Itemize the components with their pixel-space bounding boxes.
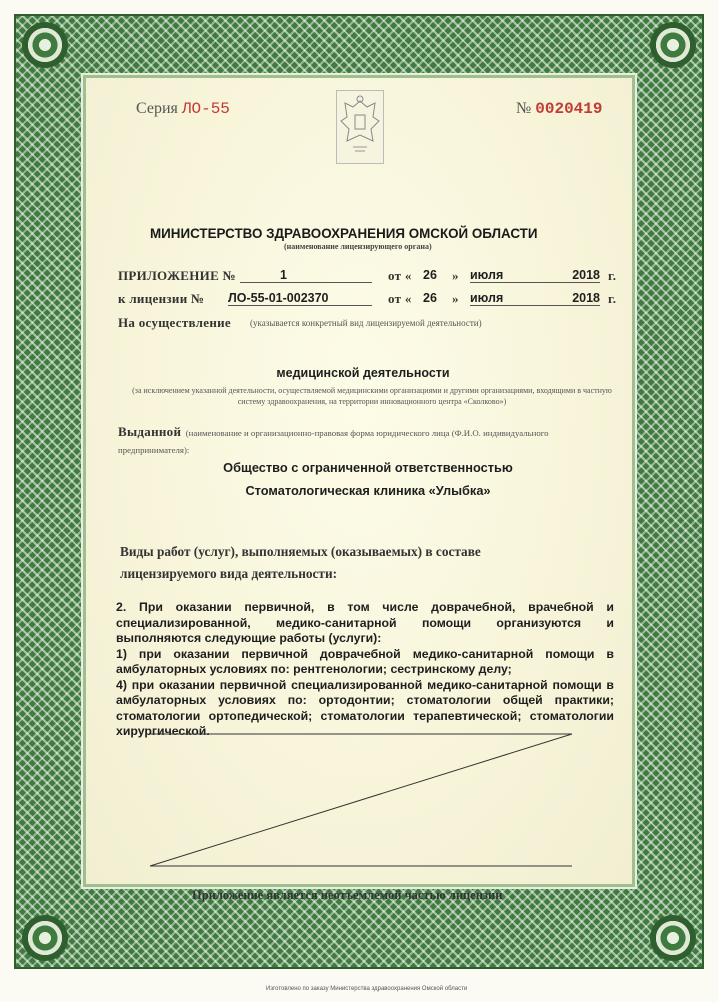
blank-space-z-line xyxy=(140,730,580,870)
number-block xyxy=(516,100,602,118)
authority-caption: (наименование лицензирующего органа) xyxy=(284,242,432,251)
series-block xyxy=(136,100,230,118)
corner-ornament xyxy=(22,915,68,961)
works-heading-line-1: Виды работ (услуг), выполняемых (оказываемых) в составе xyxy=(120,544,481,559)
printer-note: Изготовлено по заказу Министерства здравоохранения Омской области xyxy=(266,986,468,992)
series-label: Серия xyxy=(136,100,178,117)
appendix-day: 26 xyxy=(423,268,437,282)
license-day: 26 xyxy=(423,291,437,305)
works-heading-line-2: лицензируемого вида деятельности: xyxy=(120,566,338,581)
number-label: № xyxy=(516,100,532,117)
license-year-suffix: г. xyxy=(608,291,617,306)
appendix-label: ПРИЛОЖЕНИЕ № xyxy=(118,268,236,283)
appendix-date-from: от « xyxy=(388,268,412,283)
organization-line-1: Общество с ограниченной ответственностью xyxy=(223,460,513,475)
appendix-month: июля xyxy=(470,268,540,283)
appendix-year: 2018 xyxy=(540,268,600,283)
issued-block xyxy=(118,424,618,458)
authority-name: МИНИСТЕРСТВО ЗДРАВООХРАНЕНИЯ ОМСКОЙ ОБЛАСТИ xyxy=(150,226,538,241)
coat-of-arms-emblem xyxy=(336,90,384,164)
works-paragraph: 4) при оказании первичной специализированной медико-санитарной помощи в амбулаторных условиях по: ортодонтии; стоматологии общей практики; стоматологии ортопедической; стоматологии терапевтической; стоматологии хирургической. xyxy=(116,677,614,738)
license-close-quote: » xyxy=(452,291,459,306)
license-number: ЛО-55-01-002370 xyxy=(228,291,372,306)
works-list xyxy=(116,600,614,740)
corner-ornament xyxy=(650,22,696,68)
license-month: июля xyxy=(470,291,540,306)
footer-note: Приложение является неотъемлемой частью лицензии xyxy=(192,888,503,902)
corner-ornament xyxy=(22,22,68,68)
license-year: 2018 xyxy=(540,291,600,306)
series-value: ЛО-55 xyxy=(181,100,230,118)
activity-label: На осуществление xyxy=(118,315,231,330)
activity-value: медицинской деятельности xyxy=(276,366,450,380)
appendix-close-quote: » xyxy=(452,268,459,283)
issued-label: Выданной xyxy=(118,424,182,439)
number-value: 0020419 xyxy=(535,100,603,118)
corner-ornament xyxy=(650,915,696,961)
appendix-year-suffix: г. xyxy=(608,268,617,283)
activity-hint: (указывается конкретный вид лицензируемой деятельности) xyxy=(250,318,482,328)
license-date-from: от « xyxy=(388,291,412,306)
organization-line-2: Стоматологическая клиника «Улыбка» xyxy=(245,483,491,498)
works-paragraph: 2. При оказании первичной, в том числе доврачебной, врачебной и специализированной, медико-санитарной помощи организуются и выполняются следующие работы (услуги): xyxy=(116,600,614,645)
license-label: к лицензии № xyxy=(118,291,205,306)
appendix-number: 1 xyxy=(240,268,372,283)
activity-note: (за исключением указанной деятельности, осуществляемой медицинскими организациями и другими организациями, входящими в частную систему здравоохранения, на территории инновационного центра «Сколково») xyxy=(132,386,612,406)
issued-hint: (наименование и организационно-правовая форма юридического лица (Ф.И.О. индивидуального предпринимателя): xyxy=(118,428,549,455)
works-paragraph: 1) при оказании первичной доврачебной медико-санитарной помощи в амбулаторных условиях по: рентгенологии; сестринскому делу; xyxy=(116,646,614,676)
